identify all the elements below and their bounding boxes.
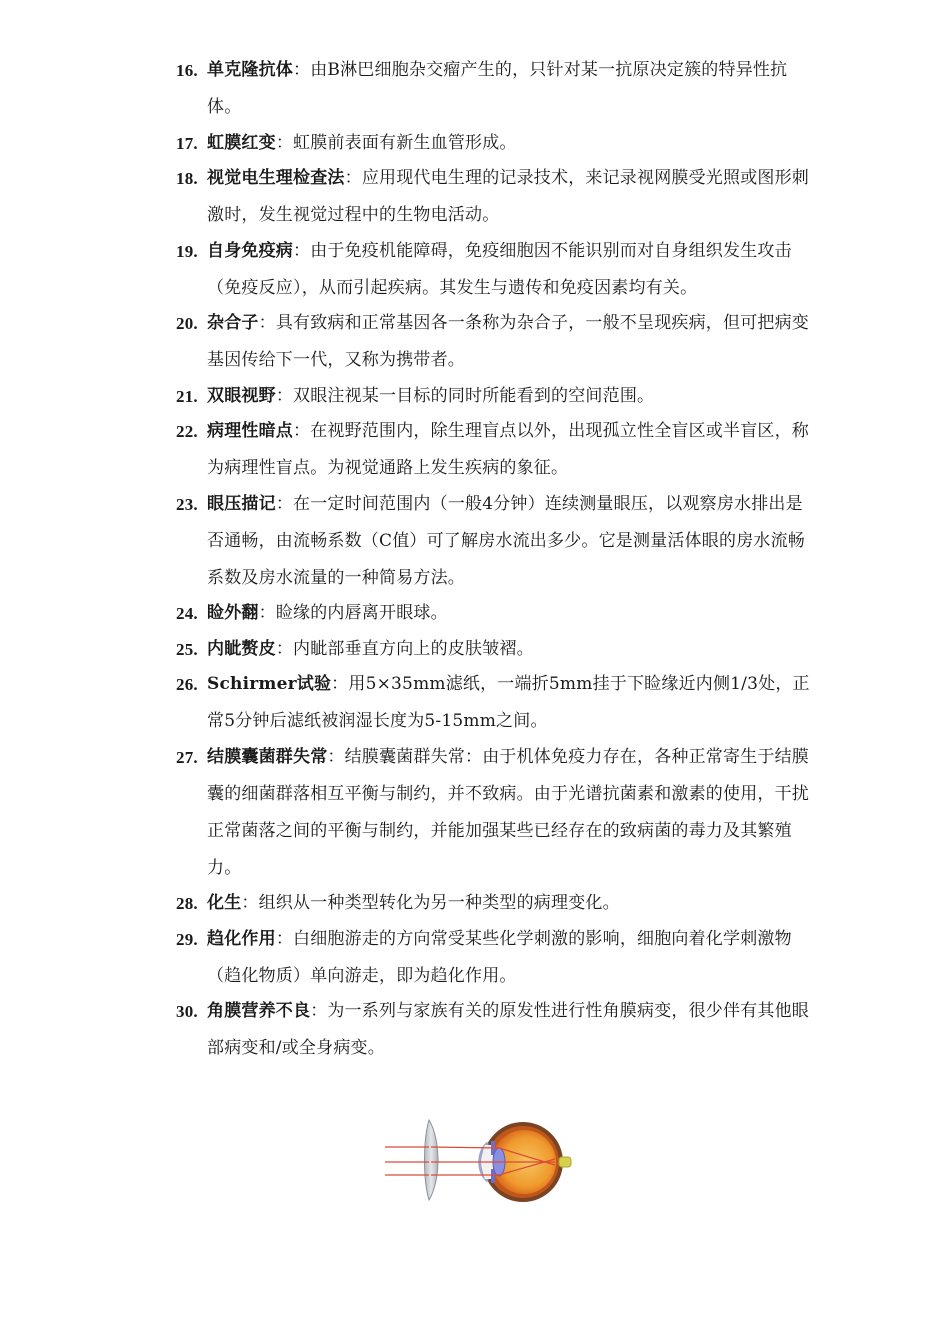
entry-definition: 为一系列与家族有关的原发性进行性角膜病变，很少伴有其他眼部病变和/或全身病变。 bbox=[207, 1001, 810, 1058]
entry-colon: ： bbox=[293, 60, 311, 80]
entry-term: Schirmer试验 bbox=[207, 674, 332, 694]
entry-colon: ： bbox=[258, 313, 276, 333]
entry-number: 17. bbox=[176, 133, 198, 153]
entry-definition: 白细胞游走的方向常受某些化学刺激的影响，细胞向着化学刺激物（趋化物质）单向游走，即为趋化作用。 bbox=[207, 928, 792, 986]
entry-term: 单克隆抗体 bbox=[207, 60, 293, 80]
entry-term: 虹膜红变 bbox=[207, 132, 276, 153]
entry-term: 睑外翻 bbox=[207, 603, 259, 623]
entry-term: 眼压描记 bbox=[207, 493, 276, 514]
entry-number: 30. bbox=[176, 1002, 198, 1021]
entry-term: 化生 bbox=[207, 893, 242, 913]
corrective-lens-shape bbox=[425, 1120, 439, 1200]
entry-definition: 结膜囊菌群失常：由于机体免疫力存在，各种正常寄生于结膜囊的细菌群落相互平衡与制约，并不致病。由于光谱抗菌素和激素的使用，干扰正常菌落之间的平衡与制约，并能加强某些已经存在的致病菌的毒力及其繁殖力。 bbox=[207, 746, 810, 878]
glossary-entry-24 bbox=[176, 595, 816, 632]
entry-colon: ： bbox=[293, 240, 311, 261]
entry-colon: ： bbox=[331, 674, 349, 694]
optic-nerve-shape bbox=[559, 1157, 571, 1167]
glossary-list bbox=[176, 52, 816, 1066]
entry-definition: 应用现代电生理的记录技术，来记录视网膜受光照或图形刺激时，发生视觉过程中的生物电活动。 bbox=[207, 168, 810, 225]
entry-term: 趋化作用 bbox=[207, 928, 276, 949]
entry-definition: 双眼注视某一目标的同时所能看到的空间范围。 bbox=[293, 385, 655, 406]
entry-term: 结膜囊菌群失常 bbox=[207, 746, 328, 767]
entry-number: 25. bbox=[176, 639, 198, 659]
entry-term: 内眦赘皮 bbox=[207, 638, 276, 659]
glossary-entry-17 bbox=[176, 125, 816, 162]
glossary-entry-26 bbox=[176, 666, 816, 740]
entry-definition: 睑缘的内唇离开眼球。 bbox=[275, 603, 448, 623]
entry-number: 23. bbox=[176, 494, 198, 514]
glossary-entry-19 bbox=[176, 233, 816, 307]
entry-definition: 内眦部垂直方向上的皮肤皱褶。 bbox=[293, 638, 534, 659]
eye-lens-diagram-icon bbox=[385, 1115, 575, 1205]
entry-definition: 由于免疫机能障碍，免疫细胞因不能识别而对自身组织发生攻击（免疫反应），从而引起疾病。其发生与遗传和免疫因素均有关。 bbox=[207, 240, 792, 298]
entry-definition: 虹膜前表面有新生血管形成。 bbox=[293, 132, 517, 153]
glossary-entry-21 bbox=[176, 378, 816, 415]
entry-colon: ： bbox=[258, 603, 276, 623]
entry-colon: ： bbox=[327, 746, 345, 767]
entry-number: 28. bbox=[176, 894, 198, 913]
entry-number: 24. bbox=[176, 604, 198, 623]
glossary-entry-30 bbox=[176, 993, 816, 1067]
entry-number: 21. bbox=[176, 386, 198, 406]
entry-definition: 由B淋巴细胞杂交瘤产生的，只针对某一抗原决定簇的特异性抗体。 bbox=[207, 60, 788, 117]
entry-term: 双眼视野 bbox=[207, 385, 276, 406]
entry-term: 角膜营养不良 bbox=[207, 1001, 311, 1021]
entry-definition: 在视野范围内，除生理盲点以外，出现孤立性全盲区或半盲区，称为病理性盲点。为视觉通路上发生疾病的象征。 bbox=[207, 421, 810, 478]
glossary-entry-16 bbox=[176, 52, 816, 126]
entry-number: 29. bbox=[176, 929, 198, 949]
entry-colon: ： bbox=[275, 493, 294, 514]
entry-colon: ： bbox=[275, 385, 294, 406]
entry-term: 视觉电生理检查法 bbox=[207, 168, 345, 188]
entry-number: 19. bbox=[176, 241, 198, 261]
entry-number: 26. bbox=[176, 675, 198, 694]
glossary-entry-29 bbox=[176, 921, 816, 995]
glossary-entry-22 bbox=[176, 413, 816, 487]
entry-colon: ： bbox=[275, 132, 294, 153]
glossary-entry-23 bbox=[176, 486, 816, 597]
entry-definition: 组织从一种类型转化为另一种类型的病理变化。 bbox=[258, 893, 620, 913]
entry-number: 27. bbox=[176, 747, 198, 767]
entry-colon: ： bbox=[275, 928, 294, 949]
entry-number: 18. bbox=[176, 169, 198, 188]
glossary-entry-28 bbox=[176, 885, 816, 922]
entry-definition: 用5×35mm滤纸，一端折5mm挂于下睑缘近内侧1/3处，正常5分钟后滤纸被润湿长度为5-15mm之间。 bbox=[207, 674, 810, 731]
glossary-entry-27 bbox=[176, 739, 816, 887]
entry-term: 自身免疫病 bbox=[207, 240, 293, 261]
entry-colon: ： bbox=[293, 421, 311, 441]
glossary-entry-18 bbox=[176, 160, 816, 234]
entry-number: 22. bbox=[176, 422, 198, 441]
entry-definition: 在一定时间范围内（一般4分钟）连续测量眼压，以观察房水排出是否通畅，由流畅系数（C值）可了解房水流出多少。它是测量活体眼的房水流畅系数及房水流量的一种简易方法。 bbox=[207, 493, 806, 588]
entry-colon: ： bbox=[275, 638, 294, 659]
entry-number: 20. bbox=[176, 314, 198, 333]
entry-number: 16. bbox=[176, 61, 198, 80]
entry-term: 杂合子 bbox=[207, 313, 259, 333]
entry-colon: ： bbox=[344, 168, 362, 188]
entry-term: 病理性暗点 bbox=[207, 421, 293, 441]
entry-colon: ： bbox=[310, 1001, 328, 1021]
glossary-entry-20 bbox=[176, 305, 816, 379]
entry-colon: ： bbox=[241, 893, 259, 913]
entry-definition: 具有致病和正常基因各一条称为杂合子，一般不呈现疾病，但可把病变基因传给下一代，又称为携带者。 bbox=[207, 313, 810, 370]
glossary-entry-25 bbox=[176, 631, 816, 668]
